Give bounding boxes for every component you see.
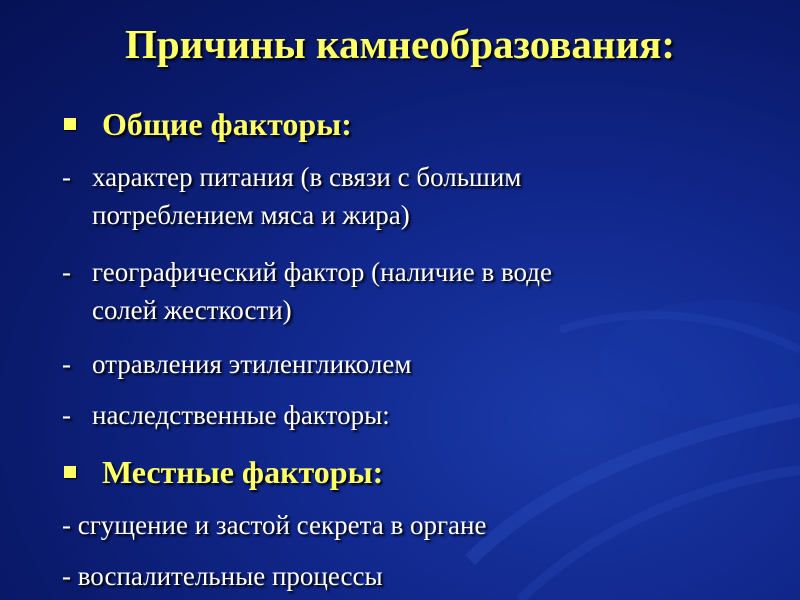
item-dash: - [62,257,71,287]
item-text-line: наследственные факторы: [92,400,390,430]
section-heading-local-factors: Местные факторы: [102,454,384,490]
item-text-line: отравления этиленгликолем [92,349,412,379]
item-dash: - [62,400,71,430]
item-text-line: солей жесткости) [92,295,292,325]
section-bullet-2 [64,466,76,478]
slide-title: Причины камнеобразования: [125,21,675,67]
section-heading-general-factors: Общие факторы: [102,106,352,142]
item-dash: - [62,162,71,192]
section-bullet-1 [64,118,76,130]
list-item-stagnation: - сгущение и застой секрета в органе [62,510,487,540]
item-text-line: потреблением мяса и жира) [92,200,410,230]
list-item-inflammation: - воспалительные процессы [62,561,383,591]
item-dash: - [62,349,71,379]
item-text-line: географический фактор (наличие в воде [92,257,552,287]
item-text-line: характер питания (в связи с большим [92,162,522,192]
